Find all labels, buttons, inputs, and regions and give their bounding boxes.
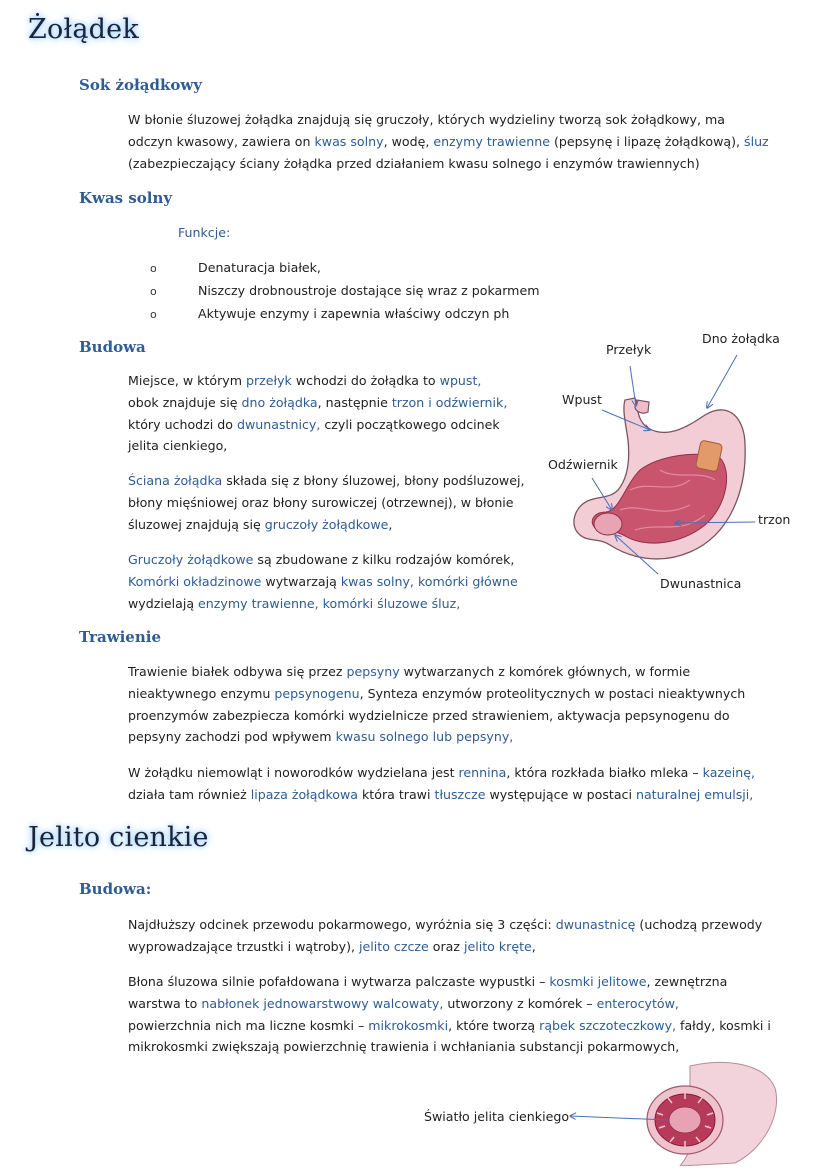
label-odzwiernik: Odźwiernik — [548, 457, 618, 472]
funkcje-label: Funkcje: — [178, 225, 231, 240]
heading-sok-zoladkowy: Sok żołądkowy — [79, 76, 202, 94]
jelito-paragraph-1: Najdłuższy odcinek przewodu pokarmowego, wyróżnia się 3 części: dwunastnicę (uchodzą przewody wyprowadzające trzustki i wątroby), jelito czcze oraz jelito kręte, — [128, 917, 763, 954]
arrow-dno — [707, 355, 737, 408]
list-item: o Aktywuje enzymy i zapewnia właściwy odczyn ph — [150, 305, 510, 321]
list-item: o Denaturacja białek, — [150, 260, 321, 275]
list-item: o Niszczy drobnoustroje dostające się wraz z pokarmem — [150, 282, 540, 298]
label-wpust: Wpust — [562, 392, 602, 407]
budowa-paragraph-2: Ściana żołądka składa się z błony śluzowej, błony podśluzowej, błony mięśniowej oraz błony surowiczej (otrzewnej), w błonie śluzowej znajdują się gruczoły żołądkowe, — [128, 473, 525, 532]
label-swiatlo-jelita: Światło jelita cienkiego — [424, 1109, 570, 1124]
heading-kwas-solny: Kwas solny — [79, 189, 173, 207]
label-dwunastnica: Dwunastnica — [660, 576, 742, 591]
heading-trawienie: Trawienie — [79, 628, 161, 646]
page-title-zoladek: Żołądek — [28, 14, 139, 45]
heading-budowa-jelita: Budowa: — [79, 880, 152, 898]
esophagus — [635, 400, 649, 413]
trawienie-paragraph-1: Trawienie białek odbywa się przez pepsyny wytwarzanych z komórek głównych, w formie nieaktywnego enzymu pepsynogenu, Synteza enzymów proteolitycznych w postaci nieaktywnych proenzymów zabezpiecza komórki wydzielnicze przed strawieniem, aktywacja pepsynogenu do pepsyny zachodzi pod wpływem kwasu solnego lub pepsyny, — [128, 664, 746, 745]
intestine-lumen — [669, 1107, 701, 1133]
trawienie-paragraph-2: W żołądku niemowląt i noworodków wydzielana jest rennina, która rozkłada białko mleka – kazeinę, działa tam również lipaza żołądkowa która trawi tłuszcze występujące w postaci naturalnej emulsji, — [128, 765, 756, 802]
budowa-paragraph-3: Gruczoły żołądkowe są zbudowane z kilku rodzajów komórek, Komórki okładzinowe wytwarzają kwas solny, komórki główne wydzielają enzymy trawienne, komórki śluzowe śluz, — [128, 552, 518, 611]
page-title-jelito-cienkie: Jelito cienkie — [28, 822, 209, 853]
label-dno-zoladka: Dno żołądka — [702, 331, 780, 346]
sok-paragraph: W błonie śluzowej żołądka znajdują się gruczoły, których wydzieliny tworzą sok żołądkowy, ma odczyn kwasowy, zawiera on kwas solny, wodę, enzymy trawienne (pepsynę i lipazę żołądkową), śluz (zabezpieczający ściany żołądka przed działaniem kwasu solnego i enzymów trawiennych) — [128, 112, 769, 171]
intestine-diagram — [560, 1058, 790, 1166]
label-przelyk: Przełyk — [606, 342, 652, 357]
functions-list — [150, 257, 539, 325]
jelito-paragraph-2: Błona śluzowa silnie pofałdowana i wytwarza palczaste wypustki – kosmki jelitowe, zewnętrzna warstwa to nabłonek jednowarstwowy walcowaty, utworzony z komórek – enterocytów, powierzchnia nich ma liczne kosmki – mikrokosmki, które tworzą rąbek szczoteczkowy, fałdy, kosmki i mikrokosmki zwiększają powierzchnię trawienia i wchłaniania substancji pokarmowych, — [128, 974, 771, 1055]
heading-budowa-zoladka: Budowa — [79, 338, 146, 356]
pylorus-ring — [594, 513, 622, 535]
budowa-paragraph-1: Miejsce, w którym przełyk wchodzi do żołądka to wpust, obok znajduje się dno żołądka, następnie trzon i odźwiernik, który uchodzi do dwunastnicy, czyli początkowego odcinek jelita cienkiego, — [128, 373, 508, 454]
label-trzon: trzon — [758, 512, 791, 527]
